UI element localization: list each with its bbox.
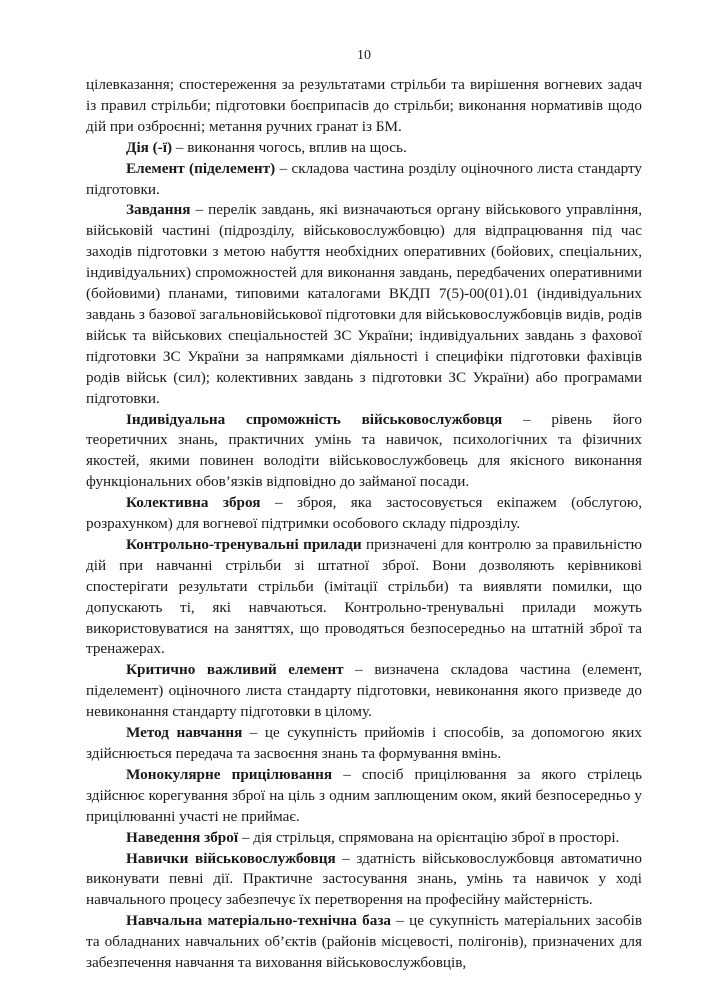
definition-term: Критично важливий елемент xyxy=(126,661,344,679)
definition-term: Індивідуальна спроможність військовослужбовця xyxy=(126,410,503,428)
definition-text: – спосіб прицілювання за якого стрілець здійснює корегування зброї на ціль з одним заплющеним оком, який безпосередньо у прицілюванні участі не приймає. xyxy=(86,765,642,825)
definition-text: – перелік завдань, які визначаються органу військового управління, військовій частині (підрозділу, військовослужбовцю) для відпрацювання під час заходів підготовки з метою набуття необхідних оперативних (бойових, спеціальних, індивідуальних) спроможностей для виконання завдань, передбачених оперативними (бойовими) планами, типовими каталогами ВКДП 7(5)-00(01).01 (індивідуальних завдань з базової загальновійськової підготовки для військовослужбовців видів, родів військ та військових спеціальностей ЗС України; індивідуальних завдань з фахової підготовки ЗС України за напрямками діяльності і специфіки підготовки фахівців родів військ (сил); колективних завдань з підготовки ЗС України) або програмами підготовки. xyxy=(86,201,642,407)
definition-term: Метод навчання xyxy=(126,724,243,742)
definition-text: – визначена складова частина (елемент, піделемент) оціночного листа стандарту підготовки, невиконання якого призведе до невиконання стандарту підготовки в цілому. xyxy=(86,661,642,721)
definition-term: Наведення зброї xyxy=(126,828,239,846)
definition-training-base xyxy=(86,911,642,974)
page-number: 10 xyxy=(357,48,371,63)
definition-zavdannia xyxy=(86,200,642,409)
definition-text: – зброя, яка застосовується екіпажем (обслугою, розрахунком) для вогневої підтримки особового складу підрозділу. xyxy=(86,494,642,533)
definition-text: – це сукупність прийомів і способів, за допомогою яких здійснюється передача та засвоєння знань та формування вмінь. xyxy=(86,724,642,762)
definition-training-method xyxy=(86,723,642,765)
definition-text: – складова частина розділу оціночного листа стандарту підготовки. xyxy=(86,159,642,198)
definition-term: Елемент (піделемент) xyxy=(126,159,276,177)
definition-training-devices xyxy=(86,535,642,660)
definition-term: Навички військовослужбовця xyxy=(126,849,336,867)
definition-text: призначені для контролю за правильністю дій при навчанні стрільби зі штатної зброї. Вони дозволяють керівникові спостерігати результати стрільби (імітації стрільби) та виявляти помилки, що допускають ті, які навчаються. Контрольно-тренувальні прилади можуть використовуватися на заняттях, що проводяться безпосередньо на штатній зброї та тренажерах. xyxy=(86,535,642,658)
definition-text: – це сукупність матеріальних засобів та обладнаних навчальних об’єктів (районів місцевості, полігонів), призначених для забезпечення навчання та виховання військовослужбовців, xyxy=(86,912,642,972)
definition-soldier-skills xyxy=(86,849,642,912)
definition-term: Навчальна матеріально-технічна база xyxy=(126,912,392,930)
definition-text: – виконання чогось, вплив на щось. xyxy=(172,138,407,156)
definition-element xyxy=(86,159,642,201)
definition-individual-capability xyxy=(86,410,642,494)
definition-term: Монокулярне прицілювання xyxy=(126,765,333,783)
paragraph-text: цілевказання; спостереження за результатами стрільби та вирішення вогневих задач із правил стрільби; підготовки боєприпасів до стрільби; виконання нормативів щодо дій при озброєнні; метання ручних гранат із БМ. xyxy=(86,76,642,135)
definition-term: Контрольно-тренувальні прилади xyxy=(126,535,362,553)
definition-diia xyxy=(86,138,642,159)
definition-text: – рівень його теоретичних знань, практичних умінь та навичок, психологічних та фізичних якостей, якими повинен володіти військовослужбовець для якісного виконання функціональних обов’язків відповідно до займаної посади. xyxy=(86,410,642,491)
definition-text: – дія стрільця, спрямована на орієнтацію зброї в просторі. xyxy=(238,828,620,846)
paragraph-continuation xyxy=(86,75,642,138)
definition-term: Завдання xyxy=(126,201,191,219)
definition-weapon-pointing xyxy=(86,828,642,849)
definition-critical-element xyxy=(86,660,642,723)
definition-collective-weapon xyxy=(86,493,642,535)
definition-monocular-aiming xyxy=(86,765,642,828)
definition-text: – здатність військовослужбовця автоматично виконувати певні дії. Практичне застосування знань, умінь та навичок у ході навчального процесу забезпечує їх перетворення на професійну майстерність. xyxy=(86,849,642,909)
definition-term: Дія (-ї) xyxy=(126,138,173,156)
definition-term: Колективна зброя xyxy=(126,494,261,512)
